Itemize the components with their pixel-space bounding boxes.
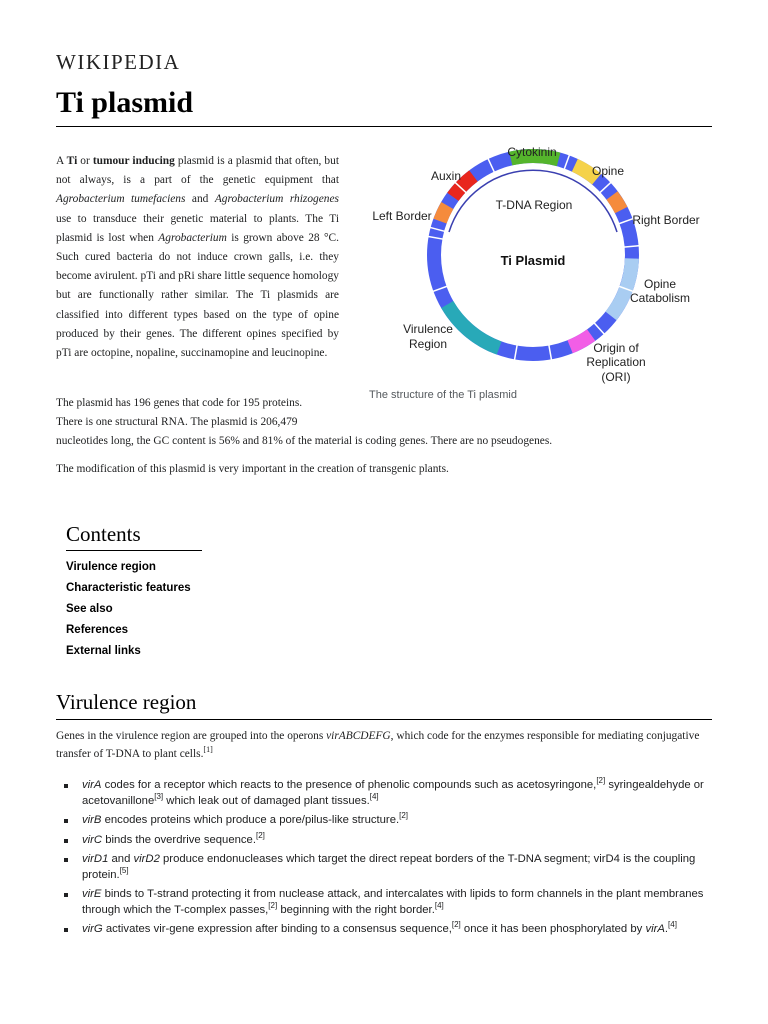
ti-plasmid-diagram[interactable] <box>362 140 700 400</box>
reference-link[interactable]: [2] <box>255 830 265 840</box>
intro-paragraph: A Ti or tumour inducing plasmid is a plasmid that often, but not always, is a part of the genetic equipment that Agrobacterium tumefaciens and Agrobacterium rhizogenes use to transduce their genetic material to plants. The Ti plasmid is lost when Agrobacterium is grown above 28 °C. Such cured bacteria do not induce crown galls, i.e. they become avirulent. pTi and pRi share little sequence homology but are functionally rather similar. The Ti plasmids are classified into different types based on the type of opine produced by their genes. The different opines specified by pTi are octopine, nopaline, succinamopine and leucinopine. <box>56 155 340 360</box>
list-item: virC binds the overdrive sequence.[2] <box>60 833 712 849</box>
reference-link[interactable]: [4] <box>369 791 379 801</box>
segment-virulence <box>447 305 499 349</box>
label-cytokinin: Cytokinin <box>507 145 557 159</box>
reference-link[interactable]: [2] <box>596 776 606 785</box>
title-divider <box>56 126 712 127</box>
section-divider <box>56 719 712 720</box>
table-of-contents <box>66 558 191 663</box>
page-title: Ti plasmid <box>56 86 194 119</box>
list-item: virA codes for a receptor which reacts to the presence of phenolic compounds such as acetosyringone,[2] syringealdehyde or acetovanillone[3] which leak out of damaged plant tissues.[4] <box>60 778 712 809</box>
section-heading-virulence: Virulence region <box>56 690 197 714</box>
reference-link[interactable]: [3] <box>154 791 164 801</box>
reference-link[interactable]: [4] <box>668 920 677 929</box>
label-virulence-2: Region <box>408 337 448 351</box>
list-item: virE binds to T-strand protecting it from nuclease attack, and intercalates with lipids to form channels in the plant membranes through which the T-complex passes,[2] beginning with the right border.[4] <box>60 887 712 918</box>
toc-item-external-links[interactable]: External links <box>66 645 141 657</box>
reference-link[interactable]: [4] <box>434 900 444 910</box>
label-right-border: Right Border <box>632 213 700 227</box>
toc-item-virulence-region[interactable]: Virulence region <box>66 561 156 573</box>
wikipedia-logo[interactable]: WIKIPEDIA <box>56 50 181 74</box>
label-ori-2: Replication <box>586 355 646 369</box>
toc-title: Contents <box>66 522 141 546</box>
toc-divider <box>66 550 202 551</box>
toc-item-see-also[interactable]: See also <box>66 603 113 615</box>
label-opine: Opine <box>591 164 625 178</box>
segment-left-border <box>440 206 447 222</box>
label-auxin: Auxin <box>430 169 462 183</box>
genome-paragraph: The plasmid has 196 genes that code for 195 proteins. There is one structural RNA. The plasmid is 206,479 nucleotides long, the GC content is 56% and 81% of the material is coding genes. There are no pseudogenes. <box>56 397 553 448</box>
reference-link[interactable]: [1] <box>203 744 213 754</box>
t-dna-label: T-DNA Region <box>495 198 573 212</box>
label-virulence-1: Virulence <box>403 322 453 336</box>
figure-caption: The structure of the Ti plasmid <box>369 389 517 401</box>
label-ori-3: (ORI) <box>601 370 631 384</box>
label-ori-1: Origin of <box>593 341 639 355</box>
ti-plasmid-label: Ti Plasmid <box>500 253 566 268</box>
label-opine-catabolism-2: Catabolism <box>629 291 691 305</box>
vir-gene-list <box>60 778 712 942</box>
reference-link[interactable]: [2] <box>451 920 461 929</box>
reference-link[interactable]: [5] <box>119 865 129 875</box>
toc-item-references[interactable]: References <box>66 624 129 636</box>
label-left-border: Left Border <box>372 209 432 223</box>
list-item: virG activates vir-gene expression after binding to a consensus sequence,[2] once it has been phosphorylated by virA.[4] <box>60 922 712 938</box>
list-item: virD1 and virD2 produce endonucleases which target the direct repeat borders of the T-DNA segment; virD4 is the coupling protein.[5] <box>60 852 712 883</box>
reference-link[interactable]: [2] <box>268 900 278 910</box>
virulence-paragraph: Genes in the virulence region are grouped into the operons virABCDEFG, which code for the enzymes responsible for mediating conjugative transfer of T-DNA to plant cells.[1] <box>56 730 700 760</box>
label-opine-catabolism-1: Opine <box>643 277 677 291</box>
reference-link[interactable]: [2] <box>399 811 409 820</box>
transgenic-paragraph: The modification of this plasmid is very important in the creation of transgenic plants. <box>56 463 449 475</box>
segment-origin <box>570 335 591 347</box>
segment-right-border <box>612 195 621 210</box>
list-item: virB encodes proteins which produce a pore/pilus-like structure.[2] <box>60 813 712 829</box>
toc-item-characteristic-features[interactable]: Characteristic features <box>66 582 191 594</box>
